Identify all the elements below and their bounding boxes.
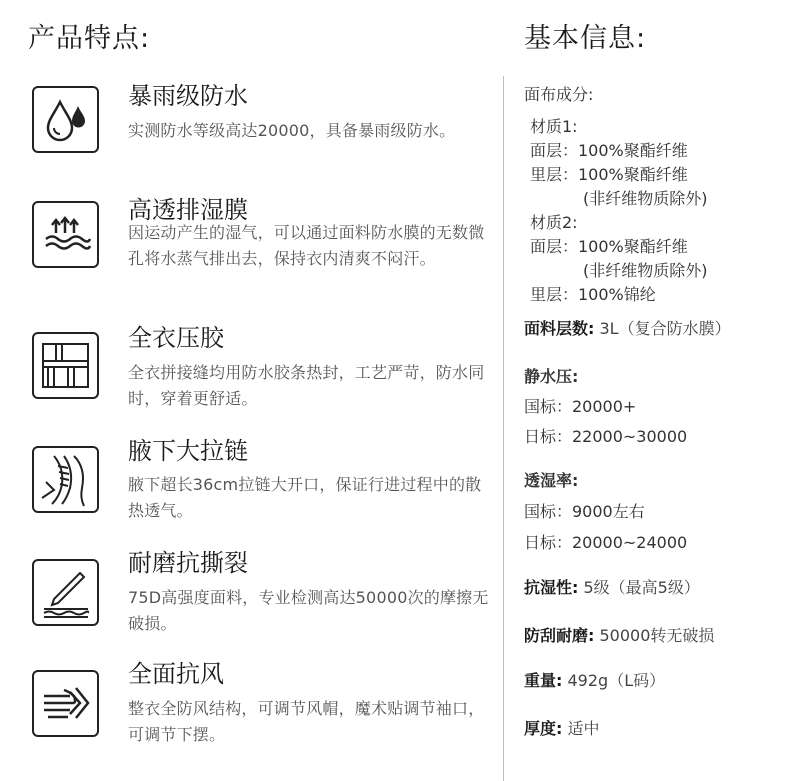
fabric-composition-title: 面布成分: [524,85,594,104]
material2-inner: 里层：100%锦纶 [530,285,656,304]
thickness-value: 适中 [567,719,600,738]
feature-desc: 75D高强度面料，专业检测高达50000次的摩擦无破损。 [128,588,489,633]
abrasion-value: 50000转无破损 [599,626,715,645]
fabric-layers-value: 3L（复合防水膜） [599,319,731,338]
material2-outer-note: (非纤维物质除外) [583,261,708,280]
windproof-icon [32,670,99,737]
abrasion-label: 防刮耐磨: [524,626,595,645]
material1-label: 材质1: [530,117,578,136]
hydrostatic-label: 静水压: [524,367,579,386]
fabric-layers-label: 面料层数: [524,319,595,338]
mvtr-label: 透湿率: [524,471,579,490]
feature-title: 暴雨级防水 [128,82,248,110]
abrasion-blade-icon [32,559,99,626]
seam-tape-icon [32,332,99,399]
feature-title: 全面抗风 [128,660,224,688]
material2-label: 材质2: [530,213,578,232]
feature-title: 全衣压胶 [128,324,224,352]
abrasion-row [524,623,714,646]
weight-label: 重量: [524,671,563,690]
feature-desc: 全衣拼接缝均用防水胶条热封，工艺严苛，防水同时，穿着更舒适。 [128,363,485,408]
mvtr-japan: 日标：20000~24000 [524,533,688,552]
underarm-zipper-icon [32,446,99,513]
material1-outer: 面层：100%聚酯纤维 [530,141,688,160]
feature-desc: 因运动产生的湿气，可以通过面料防水膜的无数微孔将水蒸气排出去，保持衣内清爽不闷汗。 [128,223,485,268]
moisture-vent-icon [32,201,99,268]
column-divider [503,76,504,781]
feature-desc: 实测防水等级高达20000，具备暴雨级防水。 [128,121,456,140]
feature-title: 腋下大拉链 [128,437,248,465]
feature-desc: 腋下超长36cm拉链大开口，保证行进过程中的散热透气。 [128,475,482,520]
feature-desc: 整衣全防风结构，可调节风帽，魔术贴调节袖口，可调节下摆。 [128,699,485,744]
wetting-row [524,575,700,598]
hydrostatic-national: 国标：20000+ [524,397,637,416]
features-heading: 产品特点: [28,23,151,54]
thickness-row [524,716,600,739]
material2-outer: 面层：100%聚酯纤维 [530,237,688,256]
material1-inner-note: (非纤维物质除外) [583,189,708,208]
material1-inner: 里层：100%聚酯纤维 [530,165,688,184]
hydrostatic-japan: 日标：22000~30000 [524,427,688,446]
thickness-label: 厚度: [524,719,563,738]
weight-row [524,668,665,691]
weight-value: 492g（L码） [567,671,666,690]
feature-title: 高透排湿膜 [128,196,248,224]
basic-info-heading: 基本信息: [524,23,647,54]
fabric-layers-row [524,316,731,339]
water-drops-icon [32,86,99,153]
wetting-value: 5级（最高5级） [583,578,700,597]
feature-title: 耐磨抗撕裂 [128,549,248,577]
mvtr-national: 国标：9000左右 [524,502,645,521]
wetting-label: 抗湿性: [524,578,579,597]
